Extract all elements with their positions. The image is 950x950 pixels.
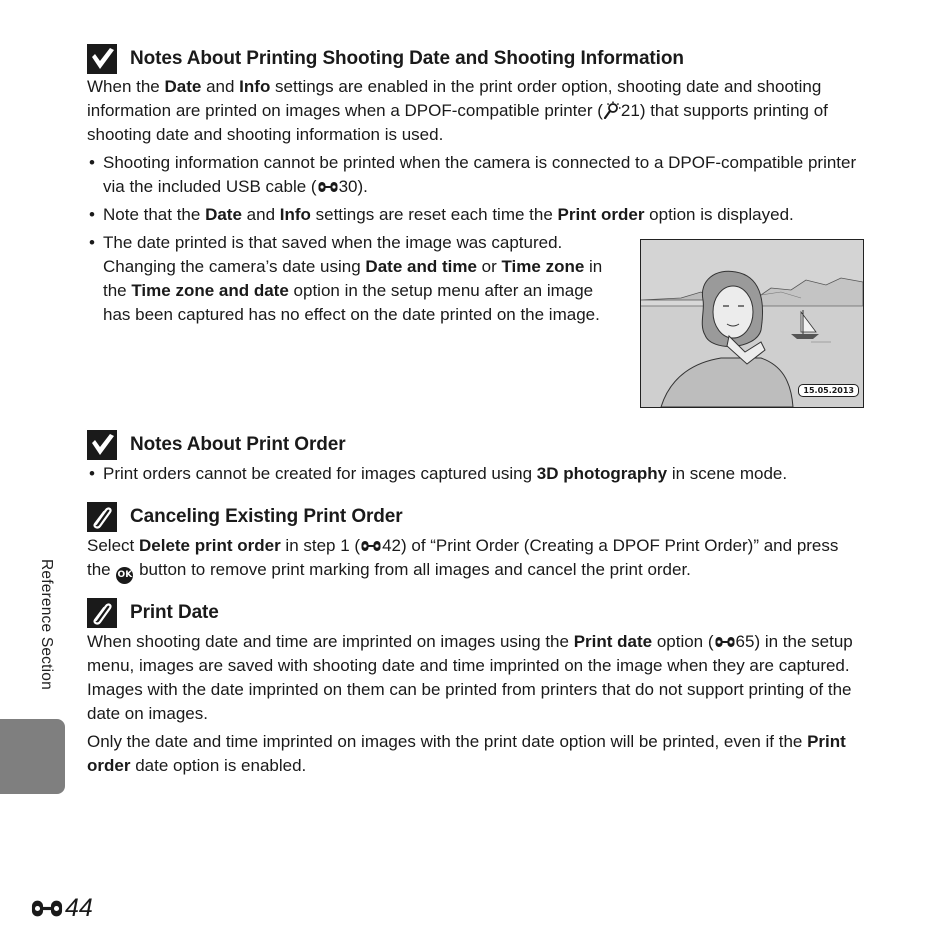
- page-number-text: 44: [65, 894, 93, 922]
- text: in step 1 (: [280, 536, 361, 555]
- notes-list: [87, 462, 863, 486]
- sample-print-illustration: [640, 239, 864, 408]
- page-reference[interactable]: 21: [620, 101, 640, 120]
- section-thumb-tab: [0, 719, 65, 794]
- text: Shooting information cannot be printed when the camera is connected to a DPOF-compatible printer via the included USB cable (: [103, 153, 857, 196]
- text: Print orders cannot be created for images captured using: [103, 464, 537, 483]
- section-title: Notes About Print Order: [130, 434, 346, 455]
- bold-term-3d-photography: 3D photography: [536, 464, 668, 483]
- list-item: [87, 462, 863, 486]
- list-item: [87, 203, 863, 227]
- reference-section-icon: [715, 636, 735, 648]
- paragraph: [87, 534, 863, 584]
- bold-term-date: Date: [164, 77, 202, 96]
- paperclip-box-icon: [87, 502, 117, 532]
- text: ) in the setup menu, images are saved with shooting date and time imprinted on the image when they are captured. Images with the date imprinted on them can be printed from printers that do not support printing of the date on images.: [87, 632, 853, 723]
- paperclip-box-icon: [87, 598, 117, 628]
- portrait-scene-illustration: [641, 240, 863, 407]
- text: and: [241, 205, 280, 224]
- reference-section-icon: [361, 540, 381, 552]
- page-reference[interactable]: 42: [382, 536, 401, 555]
- text: settings are enabled in the print order option, shooting date and shooting information are printed on images when a DPOF-compatible printer (: [87, 77, 822, 120]
- bold-term-time-zone-and-date: Time zone and date: [131, 281, 289, 300]
- section-title: Canceling Existing Print Order: [130, 506, 403, 527]
- text: ) of “Print Order (Creating a DPOF Print Order)” and press the: [87, 536, 839, 579]
- list-item: [87, 151, 863, 199]
- ok-button-icon: OK: [116, 567, 133, 584]
- text: The date printed is that saved when the image was captured. Changing the camera’s date using: [103, 233, 563, 276]
- text: option in the setup menu after an image has been captured has no effect on the date printed on the image.: [103, 281, 600, 324]
- text: settings are reset each time the: [310, 205, 558, 224]
- reference-section-icon: [31, 899, 63, 918]
- bold-term-print-date: Print date: [573, 632, 653, 651]
- text: in the: [103, 257, 603, 300]
- text: ).: [357, 177, 368, 196]
- section-heading: [87, 598, 863, 628]
- reference-section-icon: [318, 181, 338, 193]
- section-heading: [87, 430, 863, 460]
- text: in scene mode.: [667, 464, 788, 483]
- text: date option is enabled.: [130, 756, 307, 775]
- text: button to remove print marking from all images and cancel the print order.: [134, 560, 691, 579]
- page-number: [31, 894, 93, 923]
- section-print-date: [87, 598, 863, 778]
- text: Only the date and time imprinted on images with the print date option will be printed, even if the: [87, 732, 808, 751]
- bold-term-print-order: Print order: [87, 732, 846, 775]
- text: option is displayed.: [644, 205, 794, 224]
- text: ) that supports printing of shooting date and shooting information is used.: [87, 101, 828, 144]
- page-reference[interactable]: 30: [338, 177, 358, 196]
- checkmark-box-icon: [87, 44, 117, 74]
- paragraph: [87, 630, 863, 726]
- text: When shooting date and time are imprinted on images using the: [87, 632, 574, 651]
- text: Select: [87, 536, 139, 555]
- section-title: Print Date: [130, 602, 219, 623]
- section-heading: [87, 44, 863, 74]
- paragraph: [87, 730, 863, 778]
- text: Note that the: [103, 205, 206, 224]
- section-notes-print-order: [87, 430, 863, 486]
- checkmark-box-icon: [87, 430, 117, 460]
- sidebar-section-label: Reference Section: [38, 559, 55, 690]
- scene-auto-selector-icon: [603, 101, 621, 119]
- intro-paragraph: [87, 75, 863, 147]
- text: or: [476, 257, 502, 276]
- bold-term-date-and-time: Date and time: [365, 257, 477, 276]
- bold-term-date: Date: [205, 205, 242, 224]
- bold-term-delete-print-order: Delete print order: [138, 536, 281, 555]
- list-item: [87, 231, 608, 327]
- page-reference[interactable]: 65: [735, 632, 755, 651]
- date-imprint: 15.05.2013: [798, 384, 859, 397]
- section-canceling-print-order: [87, 502, 863, 584]
- text: and: [201, 77, 240, 96]
- bold-term-info: Info: [239, 77, 271, 96]
- bold-term-print-order: Print order: [557, 205, 645, 224]
- bold-term-time-zone: Time zone: [501, 257, 585, 276]
- section-title: Notes About Printing Shooting Date and Shooting Information: [130, 48, 684, 69]
- bold-term-info: Info: [279, 205, 311, 224]
- section-heading: [87, 502, 863, 532]
- text: option (: [652, 632, 714, 651]
- text: When the: [87, 77, 165, 96]
